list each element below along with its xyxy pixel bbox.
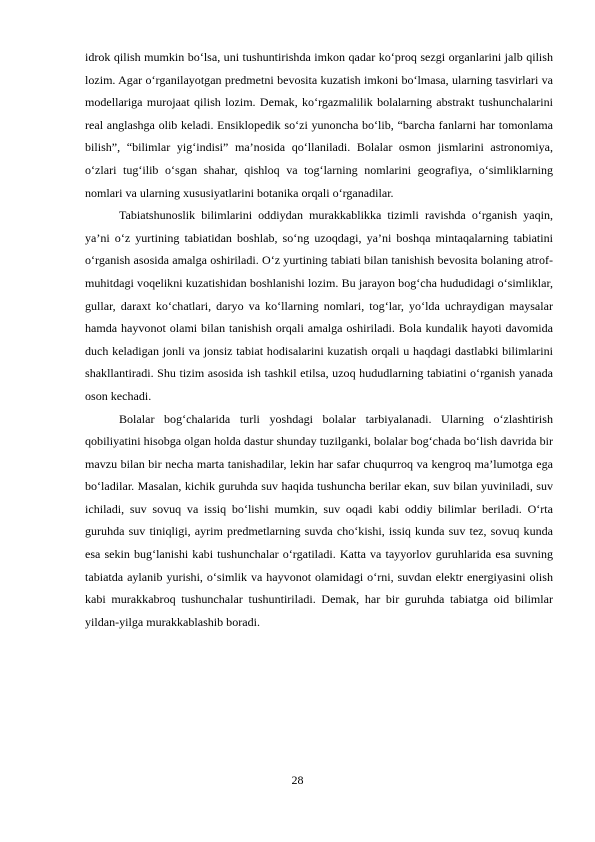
- paragraph-3: Bolalar bog‘chalarida turli yoshdagi bolalar tarbiyalanadi. Ularning o‘zlashtirish qobiliyatini hisobga olgan holda dastur shunday tuzilganki, bolalar bog‘chada bo‘lish davrida bir mavzu bilan bir necha marta tanishadilar, lekin har safar chuqurroq va kengroq ma’lumotga ega bo‘ladilar. Masalan, kichik guruhda suv haqida tushuncha berilar ekan, suv bilan yuviniladi, suv ichiladi, suv sovuq va issiq bo‘lishi mumkin, suv oqadi kabi oddiy bilimlar beriladi. O‘rta guruhda suv tiniqligi, ayrim predmetlarning suvda cho‘kishi, issiq kunda suv tez, sovuq kunda esa sekin bug‘lanishi kabi tushunchalar o‘rgatiladi. Katta va tayyorlov guruhlarida esa suvning tabiatda aylanib yurishi, o‘simlik va hayvonot olamidagi o‘rni, suvdan elektr energiyasini olish kabi murakkabroq tushunchalar tushuntiriladi. Demak, har bir guruhda tabiatga oid bilimlar yildan-yilga murakkablashib boradi.: [85, 411, 553, 629]
- page-number: 28: [291, 773, 304, 787]
- paragraph-1: idrok qilish mumkin bo‘lsa, uni tushuntirishda imkon qadar ko‘proq sezgi organlarini jalb qilish lozim. Agar o‘rganilayotgan predmetni bevosita kuzatish imkoni bo‘lmasa, ularning tasvirlari va modellariga murojaat qilish lozim. Demak, ko‘rgazmalilik bolalarning abstrakt tushunchalarini real anglashga olib keladi. Ensiklopedik so‘zi yunoncha bo‘lib, “barcha fanlarni har tomonlama bilish”, “bilimlar yig‘indisi” ma’nosida qo‘llaniladi. Bolalar osmon jismlarini astronomiya, o‘zlari tug‘ilib o‘sgan shahar, qishloq va tog‘larning nomlarini geografiya, o‘simliklarning nomlari va ularning xususiyatlarini botanika orqali o‘rganadilar.: [85, 50, 553, 200]
- body-text: [85, 46, 553, 633]
- paragraph-2: Tabiatshunoslik bilimlarini oddiydan murakkablikka tizimli ravishda o‘rganish yaqin, ya’ni o‘z yurtining tabiatidan boshlab, so‘ng uzoqdagi, ya’ni boshqa mintaqalarning tabiatini o‘rganish asosida amalga oshiriladi. O‘z yurtining tabiati bilan tanishish bevosita bolaning atrof-muhitdagi voqelikni kuzatishidan boshlanishi lozim. Bu jarayon bog‘cha hududidagi o‘simliklar, gullar, daraxt ko‘chatlari, daryo va ko‘llarning nomlari, tog‘lar, yo‘lda uchraydigan maysalar hamda hayvonot olami bilan tanishish orqali amalga oshiriladi. Bola kundalik hayoti davomida duch keladigan jonli va jonsiz tabiat hodisalarini kuzatish orqali u haqdagi dastlabki bilimlarini shakllantiradi. Shu tizim asosida ish tashkil etilsa, uzoq hududlarning tabiatini o‘rganish yanada oson kechadi.: [85, 208, 553, 403]
